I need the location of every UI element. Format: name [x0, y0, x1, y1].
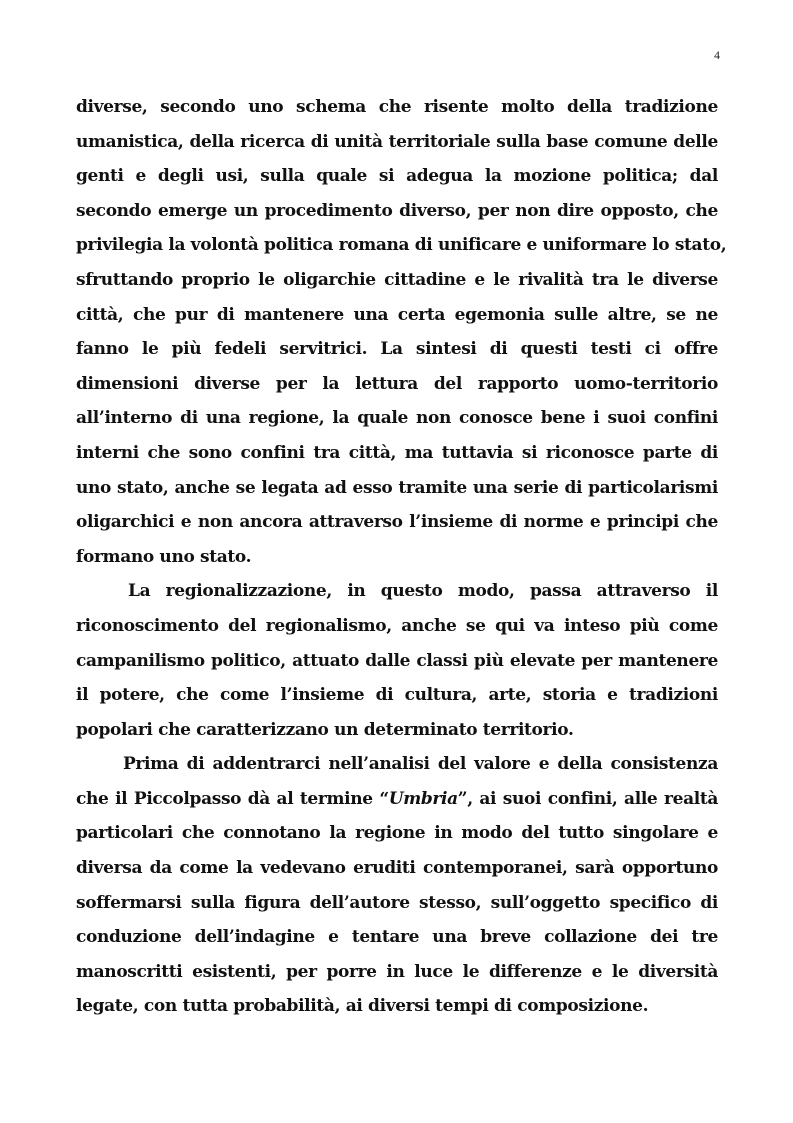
text-line: sfruttando proprio le oligarchie cittadine e le rivalità tra le diverse — [76, 269, 718, 290]
text-line: popolari che caratterizzano un determinato territorio. — [76, 719, 574, 740]
text-line: conduzione dell’indagine e tentare una breve collazione dei tre — [76, 927, 718, 948]
text-line: legate, con tutta probabilità, ai diversi tempi di composizione. — [76, 996, 649, 1017]
text-line: oligarchici e non ancora attraverso l’insieme di norme e principi che — [76, 512, 718, 533]
text-line: all’interno di una regione, la quale non conosce bene i suoi confini — [76, 408, 718, 429]
text-line: dimensioni diverse per la lettura del rapporto uomo-territorio — [76, 373, 718, 394]
text-line: fanno le più fedeli servitrici. La sintesi di questi testi ci offre — [76, 339, 718, 360]
text-line: soffermarsi sulla figura dell’autore stesso, sull’oggetto specifico di — [76, 892, 718, 913]
text-line: città, che pur di mantenere una certa egemonia sulle altre, se ne — [76, 304, 718, 325]
text-line — [76, 782, 718, 817]
text-line: riconoscimento del regionalismo, anche se qui va inteso più come — [76, 615, 718, 636]
body-text — [76, 90, 727, 1024]
page-number: 4 — [714, 48, 720, 62]
text-line: il potere, che come l’insieme di cultura, arte, storia e tradizioni — [76, 685, 718, 706]
text-line: Prima di addentrarci nell’analisi del valore e della consistenza — [123, 754, 718, 775]
italic-term: Umbria — [388, 788, 458, 809]
text-line: La regionalizzazione, in questo modo, passa attraverso il — [128, 581, 718, 602]
text-line: secondo emerge un procedimento diverso, per non dire opposto, che — [76, 200, 718, 221]
text-line: diversa da come la vedevano eruditi contemporanei, sarà opportuno — [76, 858, 718, 879]
text-line: uno stato, anche se legata ad esso tramite una serie di particolarismi — [76, 477, 718, 498]
text-line: genti e degli usi, sulla quale si adegua la mozione politica; dal — [76, 166, 718, 187]
text-line: privilegia la volontà politica romana di unificare e uniformare lo stato, — [76, 235, 727, 256]
text-line: particolari che connotano la regione in modo del tutto singolare e — [76, 823, 718, 844]
text-line: interni che sono confini tra città, ma tuttavia si riconosce parte di — [76, 442, 718, 463]
text-line: diverse, secondo uno schema che risente molto della tradizione — [76, 97, 718, 117]
text-line: campanilismo politico, attuato dalle classi più elevate per mantenere — [76, 650, 718, 671]
text-line: manoscritti esistenti, per porre in luce le differenze e le diversità — [76, 961, 718, 982]
text-segment: ”, ai suoi confini, alle realtà — [457, 788, 719, 809]
text-segment: che il Piccolpasso dà al termine “ — [76, 788, 389, 809]
text-line: umanistica, della ricerca di unità territoriale sulla base comune delle — [76, 131, 718, 152]
text-line: formano uno stato. — [76, 546, 252, 567]
